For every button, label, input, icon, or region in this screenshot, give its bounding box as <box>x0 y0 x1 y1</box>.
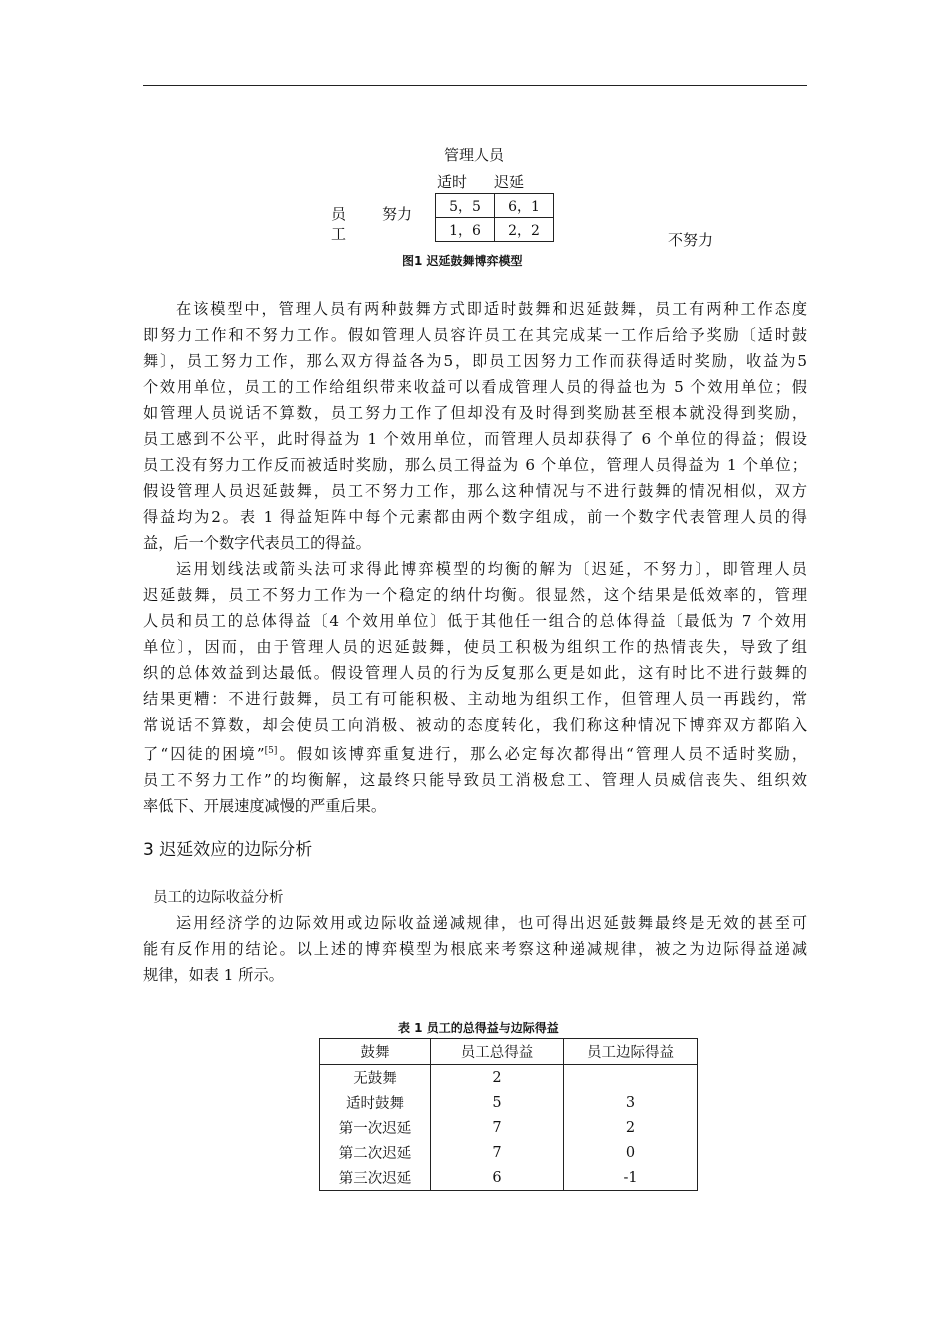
table-cell: 第二次迟延 <box>320 1140 431 1165</box>
table-cell: 5 <box>431 1090 564 1115</box>
text-line <box>143 738 807 767</box>
top-rule <box>143 85 807 86</box>
table-cell: 0 <box>564 1140 698 1165</box>
table-row <box>320 1115 698 1140</box>
matrix-cell: 1，6 <box>436 218 495 242</box>
text-line: 人员和员工的总体得益〔4 个效用单位〕低于其他任一组合的总体得益〔最低为 7 个效用 <box>143 612 807 630</box>
paragraph-1 <box>143 296 807 556</box>
matrix-cell: 6，1 <box>495 194 554 218</box>
text-line: 假设管理人员迟延鼓舞，员工不努力工作，那么这种情况与不进行鼓舞的情况相似，双方 <box>143 482 807 500</box>
text-line: 员工感到不公平，此时得益为 1 个效用单位，而管理人员却获得了 6 个单位的得益；假设 <box>143 430 807 448</box>
row-label-effort: 努力 <box>382 205 413 223</box>
employee-label-2: 工 <box>331 225 347 243</box>
table-cell: 2 <box>564 1115 698 1140</box>
table-cell: -1 <box>564 1165 698 1191</box>
matrix-row <box>436 218 554 242</box>
table-row <box>320 1090 698 1115</box>
text-line: 迟延鼓舞，员工不努力工作为一个稳定的纳什均衡。很显然，这个结果是低效率的，管理 <box>143 586 807 604</box>
text-line: 得益均为2。表 1 得益矩阵中每个元素都由两个数字组成，前一个数字代表管理人员的得 <box>143 508 807 526</box>
table-row <box>320 1065 698 1091</box>
text-line: 个效用单位，员工的工作给组织带来收益可以看成管理人员的得益也为 5 个效用单位；假 <box>143 378 807 396</box>
figure-caption: 图1 迟延鼓舞博弈模型 <box>402 254 523 268</box>
table-cell: 适时鼓舞 <box>320 1090 431 1115</box>
table-header-row <box>320 1039 698 1065</box>
text-segment: 了“囚徒的困境” <box>143 745 265 764</box>
citation: [5] <box>264 746 278 756</box>
row-label-no-effort: 不努力 <box>668 231 714 249</box>
table-caption: 表 1 员工的总得益与边际得益 <box>398 1021 559 1035</box>
matrix-cell: 2，2 <box>495 218 554 242</box>
manager-label: 管理人员 <box>444 146 505 164</box>
text-line: 益，后一个数字代表员工的得益。 <box>143 534 371 552</box>
table-cell: 7 <box>431 1115 564 1140</box>
text-line: 员工不努力工作”的均衡解，这最终只能导致员工消极怠工、管理人员威信丧失、组织效 <box>143 771 807 790</box>
text-line: 即努力工作和不努力工作。假如管理人员容许员工在其完成某一工作后给予奖励〔适时鼓 <box>143 326 807 344</box>
col-header-timely: 适时 <box>437 173 468 191</box>
table-cell: 第一次迟延 <box>320 1115 431 1140</box>
text-line: 率低下、开展速度减慢的严重后果。 <box>143 797 386 816</box>
table-cell: 2 <box>431 1065 564 1091</box>
table-cell: 第三次迟延 <box>320 1165 431 1191</box>
paragraph-2 <box>143 556 807 819</box>
text-line: 运用经济学的边际效用或边际收益递减规律，也可得出迟延鼓舞最终是无效的甚至可 <box>176 914 807 932</box>
section-heading: 3 迟延效应的边际分析 <box>143 840 313 860</box>
employee-label-1: 员 <box>331 205 347 223</box>
table-header: 鼓舞 <box>320 1039 431 1065</box>
table-cell: 3 <box>564 1090 698 1115</box>
table-header: 员工总得益 <box>431 1039 564 1065</box>
text-line: 常说话不算数，却会使员工向消极、被动的态度转化，我们称这种情况下博弈双方都陷入 <box>143 716 807 734</box>
text-line: 舞〕，员工努力工作，那么双方得益各为5，即员工因努力工作而获得适时奖励，收益为5 <box>143 352 807 370</box>
subsection-heading: 员工的边际收益分析 <box>153 890 284 906</box>
table-1 <box>319 1038 698 1191</box>
table-cell <box>564 1065 698 1091</box>
text-line: 结果更糟：不进行鼓舞，员工有可能积极、主动地为组织工作，但管理人员一再践约，常 <box>143 690 807 708</box>
text-line: 能有反作用的结论。以上述的博弈模型为根底来考察这种递减规律，被之为边际得益递减 <box>143 940 807 958</box>
table-row <box>320 1140 698 1165</box>
text-line: 规律，如表 1 所示。 <box>143 966 284 984</box>
table-header: 员工边际得益 <box>564 1039 698 1065</box>
matrix-cell: 5，5 <box>436 194 495 218</box>
text-line: 在该模型中，管理人员有两种鼓舞方式即适时鼓舞和迟延鼓舞，员工有两种工作态度 <box>176 300 807 318</box>
paragraph-3 <box>143 910 807 988</box>
text-line: 织的总体效益到达最低。假设管理人员的行为反复那么更是如此，这有时比不进行鼓舞的 <box>143 664 807 682</box>
table-cell: 6 <box>431 1165 564 1191</box>
text-line: 如管理人员说话不算数，员工努力工作了但却没有及时得到奖励甚至根本就没得到奖励， <box>143 404 807 422</box>
text-segment: 。假如该博弈重复进行，那么必定每次都得出“管理人员不适时奖励， <box>277 745 808 764</box>
table-cell: 7 <box>431 1140 564 1165</box>
text-line: 员工没有努力工作反而被适时奖励，那么员工得益为 6 个单位，管理人员得益为 1 个单位； <box>143 456 807 474</box>
table-cell: 无鼓舞 <box>320 1065 431 1091</box>
text-line: 运用划线法或箭头法可求得此博弈模型的均衡的解为〔迟延，不努力〕，即管理人员 <box>176 560 807 578</box>
text-line: 单位〕，因而，由于管理人员的迟延鼓舞，使员工积极为组织工作的热情丧失，导致了组 <box>143 638 807 656</box>
matrix-row <box>436 194 554 218</box>
col-header-delay: 迟延 <box>494 173 525 191</box>
table-row <box>320 1165 698 1191</box>
payoff-matrix <box>435 193 554 242</box>
